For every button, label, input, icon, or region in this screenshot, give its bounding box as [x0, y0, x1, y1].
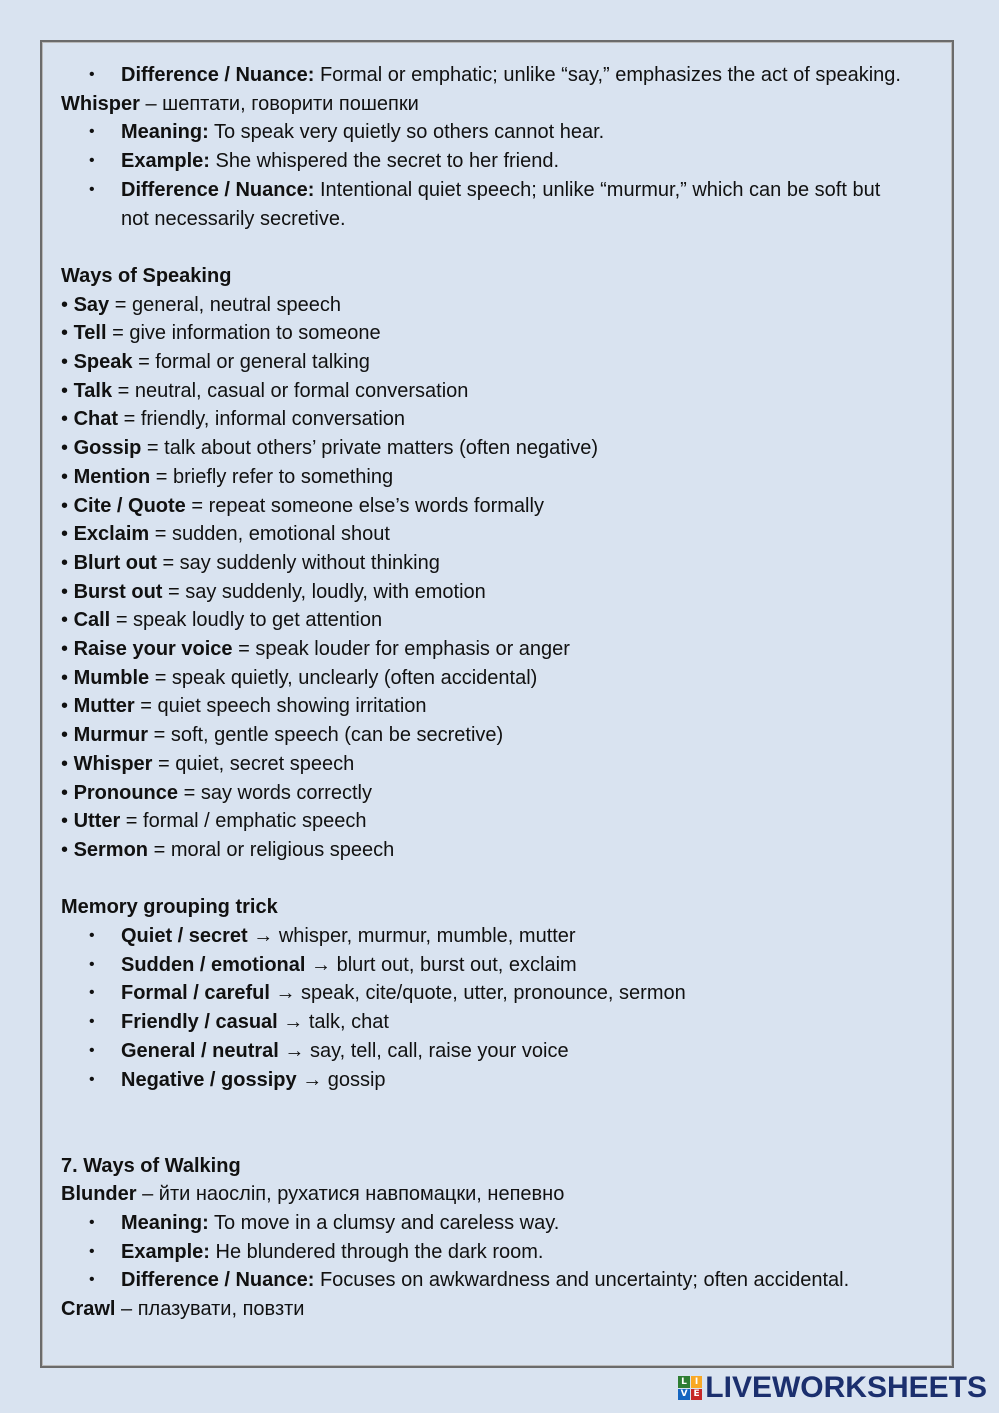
item-def: = quiet speech showing irritation [140, 695, 427, 718]
list-item: • Mention = briefly refer to something [61, 465, 394, 488]
list-item [121, 61, 911, 90]
item-term: Burst out [73, 580, 163, 603]
worksheet-content [61, 61, 941, 1324]
item-text: To speak very quietly so others cannot hear. [213, 121, 605, 144]
list-item: • Murmur = soft, gentle speech (can be secretive) [61, 724, 504, 747]
item-term: Sermon [73, 838, 149, 861]
item-def: = friendly, informal conversation [123, 408, 406, 431]
memory-grouping-heading: Memory grouping trick [61, 896, 278, 919]
list-item: • Sermon = moral or religious speech [61, 838, 395, 861]
list-item [121, 1008, 941, 1037]
item-def: = repeat someone else’s words formally [191, 494, 544, 517]
list-item: • Speak = formal or general talking [61, 351, 370, 374]
item-term: Negative / gossipy [121, 1068, 297, 1091]
list-item [121, 1066, 941, 1095]
item-term: Call [73, 609, 111, 632]
item-def: = neutral, casual or formal conversation [117, 379, 469, 402]
item-def: = say suddenly without thinking [162, 551, 440, 574]
memory-grouping-list [61, 922, 941, 1094]
liveworksheets-logo-icon [678, 1376, 702, 1400]
list-item: • Blurt out = say suddenly without thinking [61, 551, 440, 574]
item-term: Chat [73, 408, 119, 431]
list-item [121, 922, 941, 951]
item-text: She whispered the secret to her friend. [215, 150, 560, 173]
list-item [121, 1209, 941, 1238]
item-term: Difference / Nuance: [121, 1269, 315, 1292]
item-def: = give information to someone [112, 322, 381, 345]
item-text: → blurt out, burst out, exclaim [311, 953, 577, 976]
list-item: • Whisper = quiet, secret speech [61, 752, 355, 775]
ways-of-walking-heading: 7. Ways of Walking [61, 1154, 241, 1177]
item-text: He blundered through the dark room. [215, 1240, 544, 1263]
list-item: • Call = speak loudly to get attention [61, 609, 383, 632]
list-item: • Exclaim = sudden, emotional shout [61, 523, 390, 546]
list-item: • Say = general, neutral speech [61, 293, 341, 316]
item-term: Gossip [73, 437, 142, 460]
item-term: Blurt out [73, 551, 157, 574]
logo-letter: L [678, 1376, 690, 1388]
item-def: = formal / emphatic speech [125, 810, 367, 833]
item-text: To move in a clumsy and careless way. [213, 1212, 560, 1235]
list-item: • Talk = neutral, casual or formal conversation [61, 379, 469, 402]
list-item: • Mumble = speak quietly, unclearly (often accidental) [61, 666, 538, 689]
item-text: Intentional quiet speech; unlike “murmur,” which can be soft but not necessarily secretive. [121, 178, 881, 230]
item-term: Murmur [73, 724, 149, 747]
list-item [121, 1037, 941, 1066]
item-text: Focuses on awkwardness and uncertainty; often accidental. [319, 1269, 850, 1292]
list-item: • Gossip = talk about others’ private matters (often negative) [61, 437, 599, 460]
list-item: • Pronounce = say words correctly [61, 781, 372, 804]
item-def: = formal or general talking [138, 351, 370, 374]
ways-of-speaking-list [61, 291, 941, 865]
item-term: Meaning: [121, 121, 209, 144]
list-item [121, 147, 941, 176]
whisper-entry [61, 90, 941, 119]
item-def: = say words correctly [183, 781, 372, 804]
item-text: → say, tell, call, raise your voice [284, 1039, 569, 1062]
item-def: = quiet, secret speech [158, 752, 355, 775]
liveworksheets-text: LIVEWORKSHEETS [705, 1371, 987, 1404]
item-term: Mention [73, 465, 151, 488]
list-item: • Raise your voice = speak louder for emphasis or anger [61, 638, 570, 661]
item-term: Quiet / secret [121, 925, 248, 948]
list-item: • Chat = friendly, informal conversation [61, 408, 406, 431]
ways-of-speaking-heading: Ways of Speaking [61, 264, 232, 287]
item-term: Mutter [73, 695, 135, 718]
list-item: • Burst out = say suddenly, loudly, with emotion [61, 580, 486, 603]
item-text: → gossip [302, 1068, 386, 1091]
item-term: Meaning: [121, 1212, 209, 1235]
entry-translation: – шептати, говорити пошепки [145, 92, 419, 115]
whisper-details [61, 118, 941, 233]
item-def: = speak louder for emphasis or anger [238, 638, 570, 661]
item-term: Talk [73, 379, 113, 402]
item-def: = speak quietly, unclearly (often accidental) [154, 666, 538, 689]
entry-word: Blunder [61, 1183, 137, 1206]
item-def: = say suddenly, loudly, with emotion [168, 580, 486, 603]
item-term: Cite / Quote [73, 494, 186, 517]
list-item [121, 951, 941, 980]
item-term: Say [73, 293, 110, 316]
list-item: • Mutter = quiet speech showing irritation [61, 695, 427, 718]
list-item [121, 1266, 941, 1295]
logo-letter: I [691, 1376, 703, 1388]
entry-translation: – плазувати, повзти [121, 1298, 305, 1321]
item-def: = speak loudly to get attention [115, 609, 383, 632]
item-term: Whisper [73, 752, 153, 775]
logo-letter: E [691, 1389, 703, 1401]
list-item [121, 176, 911, 233]
entry-word: Crawl [61, 1298, 116, 1321]
list-item: • Tell = give information to someone [61, 322, 381, 345]
item-term: Raise your voice [73, 638, 233, 661]
list-item [121, 979, 941, 1008]
nuance-list-top [61, 61, 941, 90]
item-def: = talk about others’ private matters (often negative) [146, 437, 599, 460]
list-item: • Cite / Quote = repeat someone else’s words formally [61, 494, 544, 517]
list-item [121, 1238, 941, 1267]
list-item: • Utter = formal / emphatic speech [61, 810, 367, 833]
item-term: Difference / Nuance: [121, 178, 315, 201]
item-def: = soft, gentle speech (can be secretive) [153, 724, 504, 747]
entry-translation: – йти наосліп, рухатися навпомацки, непевно [142, 1183, 565, 1206]
item-term: Utter [73, 810, 121, 833]
item-term: Friendly / casual [121, 1011, 278, 1034]
logo-letter: V [678, 1389, 690, 1401]
item-def: = general, neutral speech [114, 293, 341, 316]
item-term: Example: [121, 1240, 210, 1263]
item-term: Formal / careful [121, 982, 270, 1005]
item-term: Difference / Nuance: [121, 64, 315, 86]
item-term: Mumble [73, 666, 150, 689]
item-text: → whisper, murmur, mumble, mutter [253, 925, 576, 948]
blunder-details [61, 1209, 941, 1295]
item-term: Exclaim [73, 523, 150, 546]
item-def: = briefly refer to something [155, 465, 394, 488]
item-term: Sudden / emotional [121, 953, 306, 976]
entry-word: Whisper [61, 92, 140, 115]
item-term: Example: [121, 150, 210, 173]
item-text: → speak, cite/quote, utter, pronounce, sermon [275, 982, 686, 1005]
item-text: Formal or emphatic; unlike “say,” emphasizes the act of speaking. [319, 64, 901, 86]
liveworksheets-watermark [678, 1371, 987, 1405]
item-term: General / neutral [121, 1039, 279, 1062]
item-def: = sudden, emotional shout [154, 523, 390, 546]
blunder-entry [61, 1180, 941, 1209]
item-def: = moral or religious speech [153, 838, 395, 861]
list-item [121, 118, 941, 147]
item-term: Tell [73, 322, 107, 345]
item-term: Speak [73, 351, 133, 374]
crawl-entry [61, 1295, 941, 1324]
item-text: → talk, chat [283, 1011, 389, 1034]
item-term: Pronounce [73, 781, 179, 804]
